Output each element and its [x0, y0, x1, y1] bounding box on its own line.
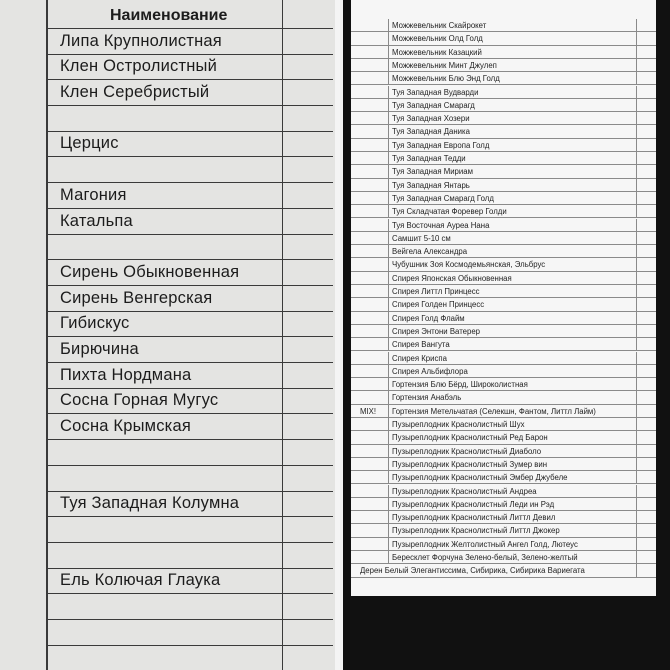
column-divider [636, 431, 637, 443]
column-divider [636, 165, 637, 177]
list-row [351, 19, 656, 32]
column-divider [388, 46, 389, 58]
column-divider [388, 325, 389, 337]
name-cell [46, 234, 283, 260]
column-divider [388, 192, 389, 204]
column-divider [636, 258, 637, 270]
list-row [351, 192, 656, 205]
column-divider [636, 298, 637, 310]
column-divider [388, 125, 389, 137]
list-row [351, 298, 656, 311]
plant-name: Спирея Криспа [392, 353, 447, 363]
list-row [351, 125, 656, 138]
plant-name: Спирея Литтл Принцесс [392, 287, 480, 296]
plant-name: Можжевельник Скайрокет [392, 21, 487, 30]
plant-name: Спирея Вангута [392, 340, 450, 350]
plant-name: Спирея Японская Обыкновенная [392, 273, 512, 283]
list-row [351, 418, 656, 431]
list-row [351, 471, 656, 484]
plant-name: Пузыреплодник Краснолистный Леди ин Рэд [392, 499, 555, 509]
list-row [351, 405, 656, 418]
column-divider [388, 165, 389, 177]
column-divider [636, 272, 637, 284]
plant-name: Спирея Энтони Ватерер [392, 326, 481, 336]
table-row [46, 593, 333, 620]
plant-name: Бирючина [60, 340, 139, 359]
table-row [46, 542, 333, 569]
plant-name: Туя Западная Хозери [392, 114, 470, 124]
column-divider [388, 32, 389, 44]
plant-name: Спирея Голден Принцесс [392, 300, 485, 310]
column-divider [636, 405, 637, 417]
right-table [351, 0, 656, 596]
column-divider [636, 551, 637, 563]
list-row [351, 431, 656, 444]
column-divider [388, 205, 389, 217]
column-divider [388, 19, 389, 31]
column-divider [636, 378, 637, 390]
list-row [351, 219, 656, 232]
plant-name: Сирень Обыкновенная [60, 262, 240, 281]
plant-name: Чубушник Зоя Космодемьянская, Эльбрус [392, 260, 546, 270]
column-divider [388, 139, 389, 151]
table-row [46, 414, 333, 441]
plant-name: Катальпа [60, 211, 133, 230]
table-row [46, 131, 333, 158]
table-row [46, 105, 333, 132]
plant-name: Гортензия Анабэль [392, 393, 462, 403]
plant-name: Можжевельник Казацкий [392, 47, 482, 57]
column-divider [388, 245, 389, 257]
name-cell [46, 439, 283, 465]
list-row [351, 458, 656, 471]
list-row [351, 152, 656, 165]
table-row [46, 568, 333, 595]
column-divider [388, 511, 389, 523]
plant-name: Липа Крупнолистная [60, 31, 222, 50]
plant-name: Пузыреплодник Желтолистный Ангел Голд, Лютеус [392, 539, 578, 549]
table-row [46, 311, 333, 338]
column-divider [388, 458, 389, 470]
column-divider [636, 365, 637, 377]
plant-name: Туя Западная Тедди [392, 154, 466, 163]
list-row [351, 272, 656, 285]
column-divider [636, 338, 637, 350]
list-row [351, 285, 656, 298]
plant-name: Магония [60, 185, 127, 204]
plant-name: Ель Колючая Глаука [60, 571, 221, 590]
column-divider [388, 378, 389, 390]
list-row [351, 524, 656, 537]
table-row [46, 157, 333, 184]
list-row [351, 551, 656, 564]
column-divider [636, 524, 637, 536]
column-divider [636, 219, 637, 231]
table-row [46, 28, 333, 55]
column-divider [388, 232, 389, 244]
column-divider [388, 352, 389, 364]
plant-name: Можжевельник Блю Энд Голд [392, 74, 500, 84]
column-divider [388, 485, 389, 497]
plant-name: Пузыреплодник Краснолистный Диаболо [392, 446, 542, 456]
column-divider [388, 365, 389, 377]
table-row [46, 439, 333, 466]
column-divider [636, 485, 637, 497]
column-divider [636, 285, 637, 297]
name-cell [46, 157, 283, 183]
list-row [351, 391, 656, 404]
list-row [351, 498, 656, 511]
plant-name: Бересклет Форчуна Зелено-белый, Зелено-желтый [392, 553, 578, 562]
list-row [351, 338, 656, 351]
column-divider [388, 72, 389, 84]
table-row [46, 491, 333, 518]
table-row [46, 336, 333, 363]
plant-name: Можжевельник Минт Джулеп [392, 60, 497, 70]
list-row [351, 46, 656, 59]
table-row [46, 79, 333, 106]
column-divider [636, 72, 637, 84]
plant-name: Сосна Горная Мугус [60, 391, 219, 410]
list-row [351, 538, 656, 551]
column-divider [636, 564, 637, 576]
column-divider [636, 245, 637, 257]
list-row [351, 32, 656, 45]
table-row [46, 234, 333, 261]
column-divider [636, 99, 637, 111]
column-divider [636, 352, 637, 364]
column-divider [636, 391, 637, 403]
list-row [351, 205, 656, 218]
column-divider [636, 205, 637, 217]
column-divider [636, 458, 637, 470]
plant-name: Спирея Голд Флайм [392, 313, 465, 323]
plant-name: Пузыреплодник Краснолистный Литтл Девил [392, 513, 556, 523]
plant-name: Пузыреплодник Краснолистный Ред Барон [392, 433, 548, 443]
column-divider [636, 139, 637, 151]
plant-name: Сирень Венгерская [60, 288, 213, 307]
column-divider [388, 445, 389, 457]
plant-name: Туя Западная Смарагд Голд [392, 193, 494, 203]
column-divider [388, 152, 389, 164]
plant-name: Самшит 5-10 см [392, 233, 451, 243]
column-divider [388, 298, 389, 310]
column-divider [388, 431, 389, 443]
name-cell [46, 619, 283, 645]
column-divider [388, 551, 389, 563]
plant-name: Гортензия Блю Бёрд, Широколистная [392, 380, 528, 390]
plant-name: Гибискус [60, 314, 130, 333]
column-divider [636, 498, 637, 510]
plant-name: Клен Серебристый [60, 83, 210, 102]
table-row [46, 182, 333, 209]
plant-name: Вейгела Александра [392, 247, 468, 257]
plant-name: Пихта Нордмана [60, 365, 192, 384]
column-divider [636, 19, 637, 31]
table-row [46, 388, 333, 415]
list-row [351, 245, 656, 258]
list-row [351, 352, 656, 365]
column-divider [636, 511, 637, 523]
list-row [351, 325, 656, 338]
plant-name: Туя Западная Смарагд [392, 100, 475, 110]
column-divider [636, 112, 637, 124]
column-divider [388, 418, 389, 430]
table-row [46, 208, 333, 235]
plant-name: Туя Западная Вудварди [392, 87, 479, 97]
mix-tag: MIX! [360, 406, 377, 416]
column-divider [388, 405, 389, 417]
plant-name: Гортензия Метельчатая (Селекшн, Фантом, Литтл Лайм) [392, 406, 596, 416]
plant-name: Можжевельник Олд Голд [392, 34, 483, 44]
plant-name: Пузыреплодник Краснолистный Шух [392, 420, 525, 429]
plant-name: Туя Западная Мириам [392, 167, 473, 177]
column-divider [388, 258, 389, 270]
column-divider [388, 498, 389, 510]
list-row [351, 258, 656, 271]
column-divider [388, 59, 389, 71]
column-divider [388, 338, 389, 350]
column-divider [636, 471, 637, 483]
column-divider [636, 152, 637, 164]
name-cell [46, 105, 283, 131]
plant-name: Туя Западная Европа Голд [392, 140, 490, 150]
plant-name: Дерен Белый Элегантиссима, Сибирика, Сибирика Вариегата [360, 566, 585, 576]
name-cell [46, 593, 283, 619]
name-cell [46, 542, 283, 568]
table-row [46, 259, 333, 286]
column-divider [388, 219, 389, 231]
table-row [46, 285, 333, 312]
plant-name: Клен Остролистный [60, 57, 217, 76]
plant-name: Пузыреплодник Краснолистный Зумер вин [392, 459, 548, 469]
list-row [351, 445, 656, 458]
table-header-row [46, 0, 333, 29]
column-divider [636, 86, 637, 98]
list-row [351, 511, 656, 524]
plant-name: Церцис [60, 134, 119, 153]
column-divider [388, 99, 389, 111]
column-divider [636, 538, 637, 550]
plant-name: Пузыреплодник Краснолистный Эмбер Джубеле [392, 473, 568, 483]
list-row [351, 165, 656, 178]
column-divider [636, 179, 637, 191]
table-row [46, 465, 333, 492]
column-divider [388, 112, 389, 124]
column-divider [388, 471, 389, 483]
table-row [46, 362, 333, 389]
list-row [351, 86, 656, 99]
column-divider [636, 59, 637, 71]
list-row [351, 179, 656, 192]
plant-name: Пузыреплодник Краснолистный Литтл Джокер [392, 526, 560, 536]
list-row [351, 59, 656, 72]
list-row [351, 564, 656, 577]
column-divider [388, 538, 389, 550]
table-row [46, 54, 333, 81]
list-row [351, 139, 656, 152]
plant-name: Туя Западная Даника [392, 127, 470, 137]
column-divider [388, 312, 389, 324]
column-divider [388, 391, 389, 403]
list-row [351, 99, 656, 112]
column-divider [636, 32, 637, 44]
column-divider [388, 179, 389, 191]
name-cell [46, 645, 283, 670]
list-row [351, 485, 656, 498]
table-row [46, 619, 333, 646]
column-divider [636, 312, 637, 324]
column-divider [636, 192, 637, 204]
column-divider [636, 232, 637, 244]
column-divider [636, 418, 637, 430]
plant-name: Туя Западная Янтарь [392, 180, 470, 190]
plant-name: Сосна Крымская [60, 417, 191, 436]
column-divider [388, 272, 389, 284]
plant-name: Туя Складчатая Форевер Голди [392, 207, 507, 217]
list-row [351, 312, 656, 325]
plant-name: Туя Восточная Ауреа Нана [392, 220, 490, 230]
list-row [351, 232, 656, 245]
column-divider [636, 46, 637, 58]
column-divider [388, 524, 389, 536]
list-row [351, 112, 656, 125]
name-cell [46, 516, 283, 542]
table-row [46, 645, 333, 670]
list-row [351, 72, 656, 85]
column-divider [388, 285, 389, 297]
list-row [351, 378, 656, 391]
plant-name: Туя Западная Колумна [60, 494, 240, 513]
photo-divider [335, 0, 343, 670]
plant-name: Пузыреплодник Краснолистный Андреа [392, 486, 537, 496]
list-row [351, 365, 656, 378]
column-divider [388, 86, 389, 98]
table-row [46, 516, 333, 543]
column-divider [636, 325, 637, 337]
column-divider [636, 445, 637, 457]
column-divider [636, 125, 637, 137]
header-label: Наименование [110, 7, 228, 24]
right-sheet-photo [343, 0, 670, 670]
name-cell [46, 465, 283, 491]
plant-name: Спирея Альбифлора [392, 366, 468, 376]
